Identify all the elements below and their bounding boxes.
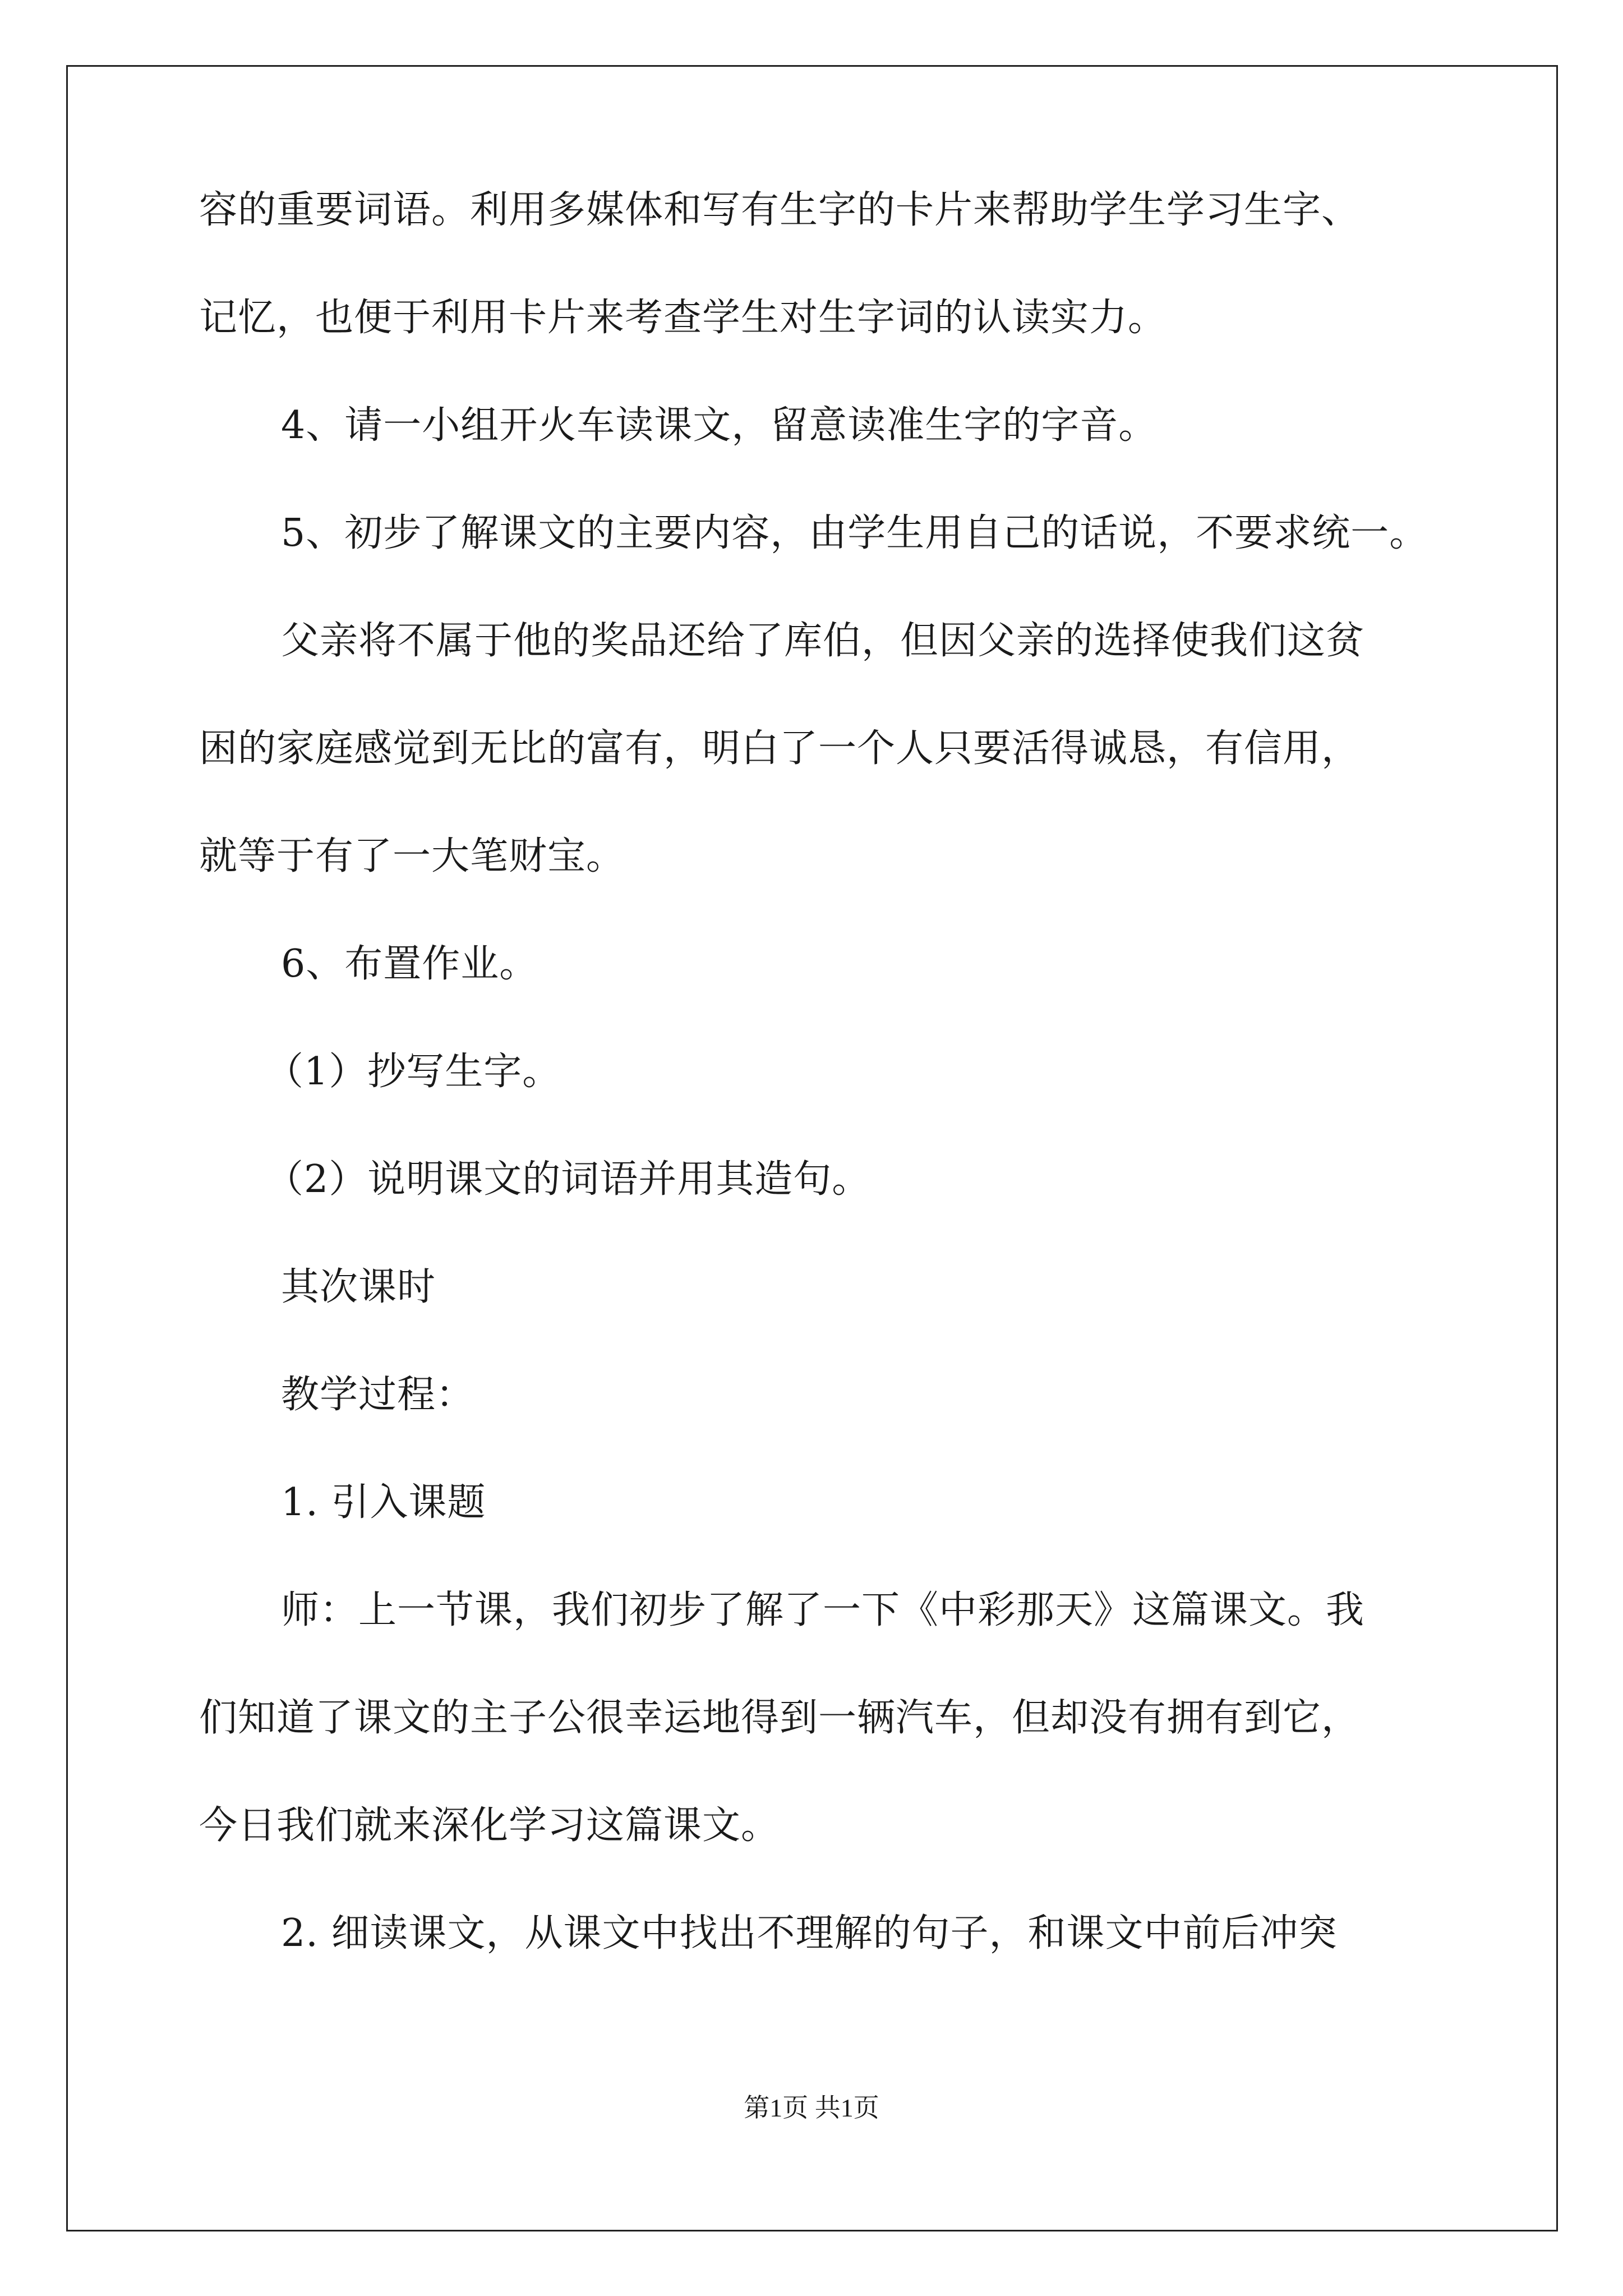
text-line: 6、布置作业。	[281, 942, 538, 986]
page-number: 第1页 共1页	[744, 2093, 879, 2122]
text-line: 5、初步了解课文的主要内容，由学生用自己的话说，不要求统一。	[281, 511, 1428, 555]
text-line: 们知道了课文的主子公很幸运地得到一辆汽车，但却没有拥有到它，	[199, 1696, 1361, 1740]
text-line: 今日我们就来深化学习这篇课文。	[199, 1803, 780, 1848]
text-line: 4、请一小组开火车读课文，留意读准生字的字音。	[281, 403, 1158, 448]
page-border	[66, 65, 1558, 2231]
text-line: 师：上一节课，我们初步了解了一下《中彩那天》这篇课文。我	[281, 1588, 1365, 1632]
text-line: 教学过程：	[281, 1373, 475, 1417]
text-line: 容的重要词语。利用多媒体和写有生字的卡片来帮助学生学习生字、	[199, 188, 1361, 232]
section-heading: 其次课时	[281, 1265, 436, 1309]
text-line: （1）抄写生字。	[265, 1050, 561, 1094]
text-line: 1. 引入课题	[281, 1480, 486, 1525]
text-line: 记忆，也便于利用卡片来考查学生对生字词的认读实力。	[199, 296, 1167, 340]
text-line: 父亲将不属于他的奖品还给了库伯，但因父亲的选择使我们这贫	[281, 619, 1365, 663]
text-line: 就等于有了一大笔财宝。	[199, 834, 625, 878]
text-line: 困的家庭感觉到无比的富有，明白了一个人只要活得诚恳，有信用，	[199, 726, 1361, 771]
text-line: 2. 细读课文，从课文中找出不理解的句子，和课文中前后冲突	[281, 1911, 1338, 1955]
text-line: （2）说明课文的词语并用其造句。	[265, 1157, 871, 1202]
